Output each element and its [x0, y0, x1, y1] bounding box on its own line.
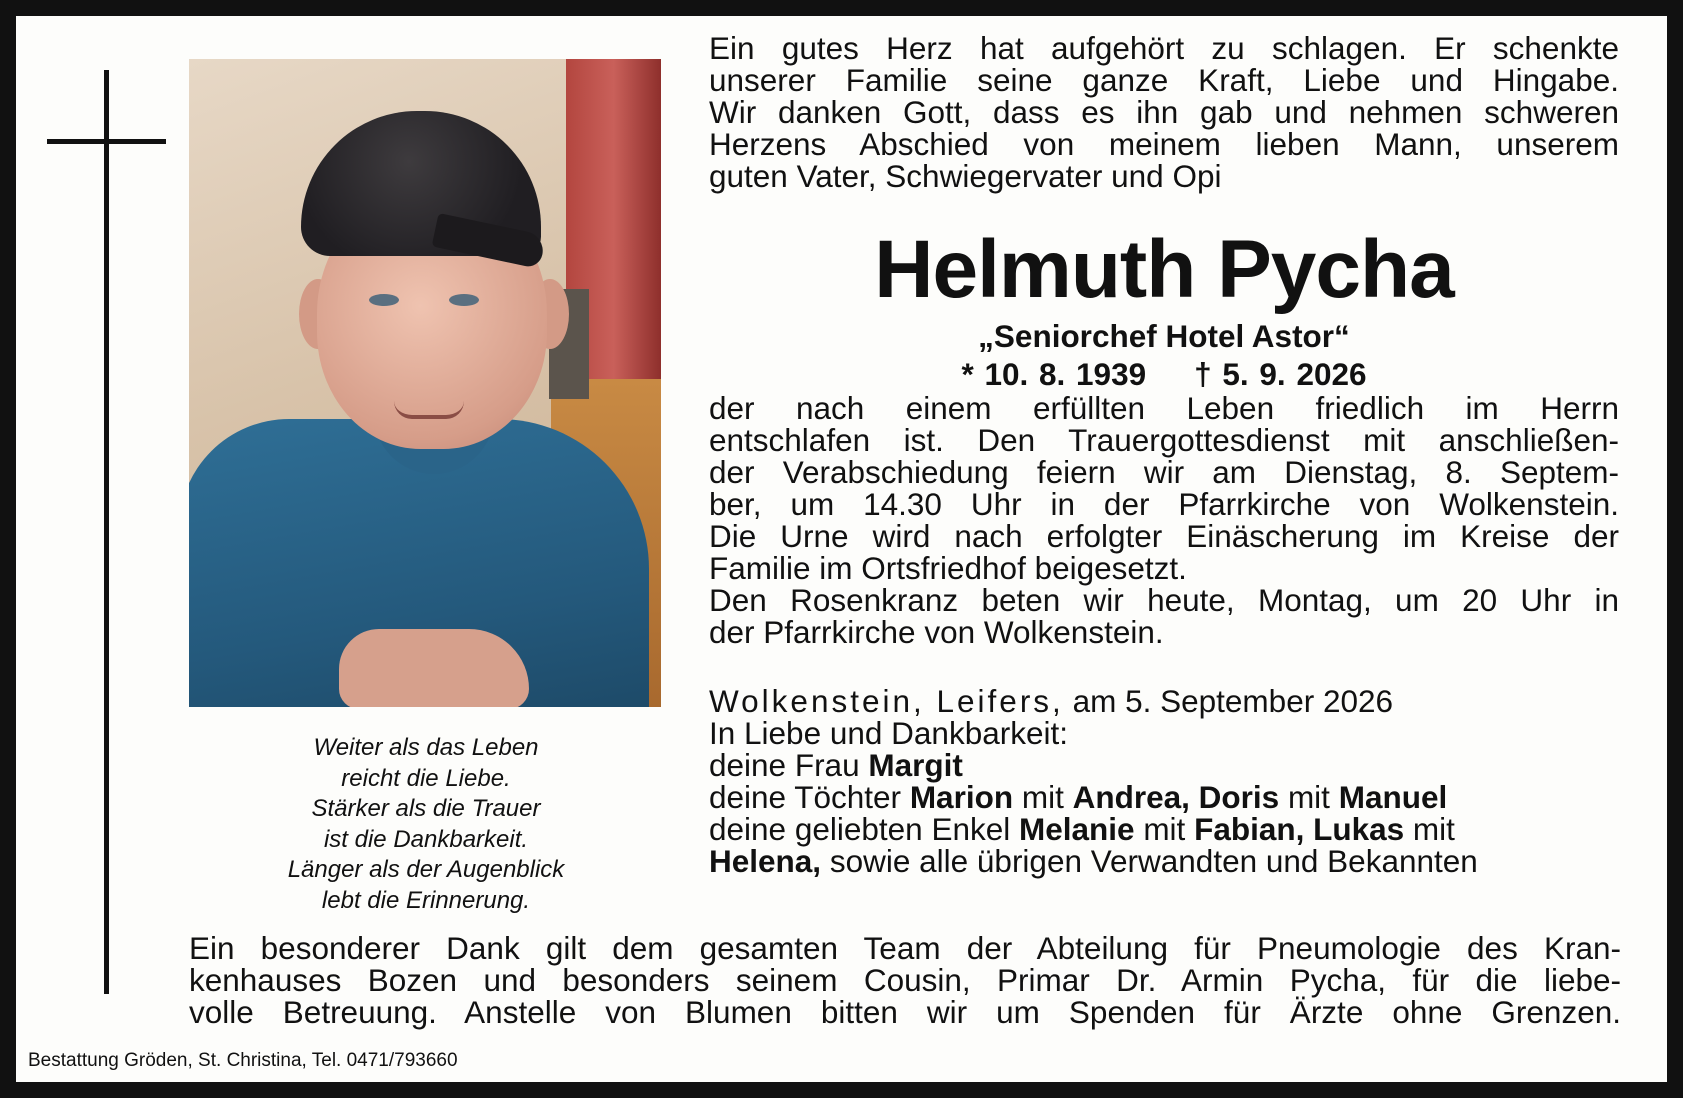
label: deine geliebten Enkel — [709, 811, 1011, 847]
life-dates — [709, 356, 1619, 392]
deceased-name: Helmuth Pycha — [874, 224, 1454, 315]
partner-name: Andrea, Doris — [1072, 779, 1280, 815]
place-names: Wolkenstein, Leifers, — [709, 683, 1064, 719]
label: mit — [1412, 811, 1455, 847]
main-line: der Verabschiedung feiern wir am Dienstag, 8. Septem- — [709, 454, 1619, 490]
poem-line: Stärker als die Trauer — [311, 795, 541, 822]
label: deine Töchter — [709, 779, 902, 815]
portrait-photo — [189, 59, 661, 707]
notice-date: am 5. September 2026 — [1072, 683, 1394, 719]
family-wife-line — [709, 749, 1629, 781]
label: mit — [1287, 779, 1330, 815]
family-daughters-line — [709, 781, 1629, 813]
place-and-date — [709, 685, 1393, 717]
label: sowie alle übrigen Verwandten und Bekannten — [829, 843, 1478, 879]
main-line: Die Urne wird nach erfolgter Einäscherung im Kreise der — [709, 518, 1619, 554]
grandchild-name: Melanie — [1019, 811, 1135, 847]
main-line: entschlafen ist. Den Trauergottesdienst mit anschließen- — [709, 422, 1619, 458]
main-line: der nach einem erfüllten Leben friedlich im Herrn — [709, 390, 1619, 426]
poem-line: lebt die Erinnerung. — [321, 886, 531, 914]
daughter-name: Marion — [909, 779, 1014, 815]
cross-horizontal-bar — [47, 139, 166, 144]
cross-vertical-bar — [104, 70, 109, 994]
family-closing-line — [709, 845, 1629, 877]
main-line: ber, um 14.30 Uhr in der Pfarrkirche von Wolkenstein. — [709, 486, 1619, 522]
poem-line: reicht die Liebe. — [341, 764, 511, 792]
birth-date: * 10. 8. 1939 — [961, 356, 1147, 392]
deceased-title: „Seniorchef Hotel Astor“ — [978, 318, 1350, 354]
intro-paragraph — [709, 32, 1619, 192]
intro-line: unserer Familie seine ganze Kraft, Liebe und Hingabe. — [709, 62, 1619, 98]
thanks-line: kenhauses Bozen und besonders seinem Cousin, Primar Dr. Armin Pycha, für die liebe- — [189, 962, 1621, 998]
poem-line: ist die Dankbarkeit. — [323, 825, 529, 853]
intro-line: Herzens Abschied von meinem lieben Mann, unserem — [709, 126, 1619, 162]
partner-name: Manuel — [1338, 779, 1448, 815]
main-line: der Pfarrkirche von Wolkenstein. — [709, 614, 1164, 650]
thanks-line: Ein besonderer Dank gilt dem gesamten Team der Abteilung für Pneumologie des Kran- — [189, 930, 1621, 966]
poem-caption — [216, 733, 636, 916]
obituary-notice — [16, 16, 1667, 1082]
intro-line: Wir danken Gott, dass es ihn gab und nehmen schweren — [709, 94, 1619, 130]
death-date: † 5. 9. 2026 — [1194, 356, 1367, 392]
main-paragraph — [709, 392, 1619, 648]
wife-name: Margit — [868, 747, 963, 783]
thanks-paragraph — [189, 932, 1621, 1028]
family-grandchildren-line — [709, 813, 1629, 845]
funeral-home-footer: Bestattung Gröden, St. Christina, Tel. 0471/793660 — [28, 1050, 458, 1071]
partner-name: Fabian, Lukas — [1194, 811, 1405, 847]
partner-name: Helena, — [709, 843, 822, 879]
intro-line: guten Vater, Schwiegervater und Opi — [709, 158, 1222, 194]
poem-line: Länger als der Augenblick — [287, 856, 565, 883]
label: mit — [1021, 779, 1064, 815]
family-list — [709, 717, 1629, 877]
family-intro: In Liebe und Dankbarkeit: — [709, 715, 1068, 751]
thanks-line: volle Betreuung. Anstelle von Blumen bitten wir um Spenden für Ärzte ohne Grenzen. — [189, 994, 1621, 1030]
label: mit — [1143, 811, 1186, 847]
poem-line: Weiter als das Leben — [313, 734, 539, 761]
intro-line: Ein gutes Herz hat aufgehört zu schlagen. Er schenkte — [709, 30, 1619, 66]
main-line: Den Rosenkranz beten wir heute, Montag, um 20 Uhr in — [709, 582, 1619, 618]
main-line: Familie im Ortsfriedhof beigesetzt. — [709, 550, 1187, 586]
label: deine Frau — [709, 747, 860, 783]
